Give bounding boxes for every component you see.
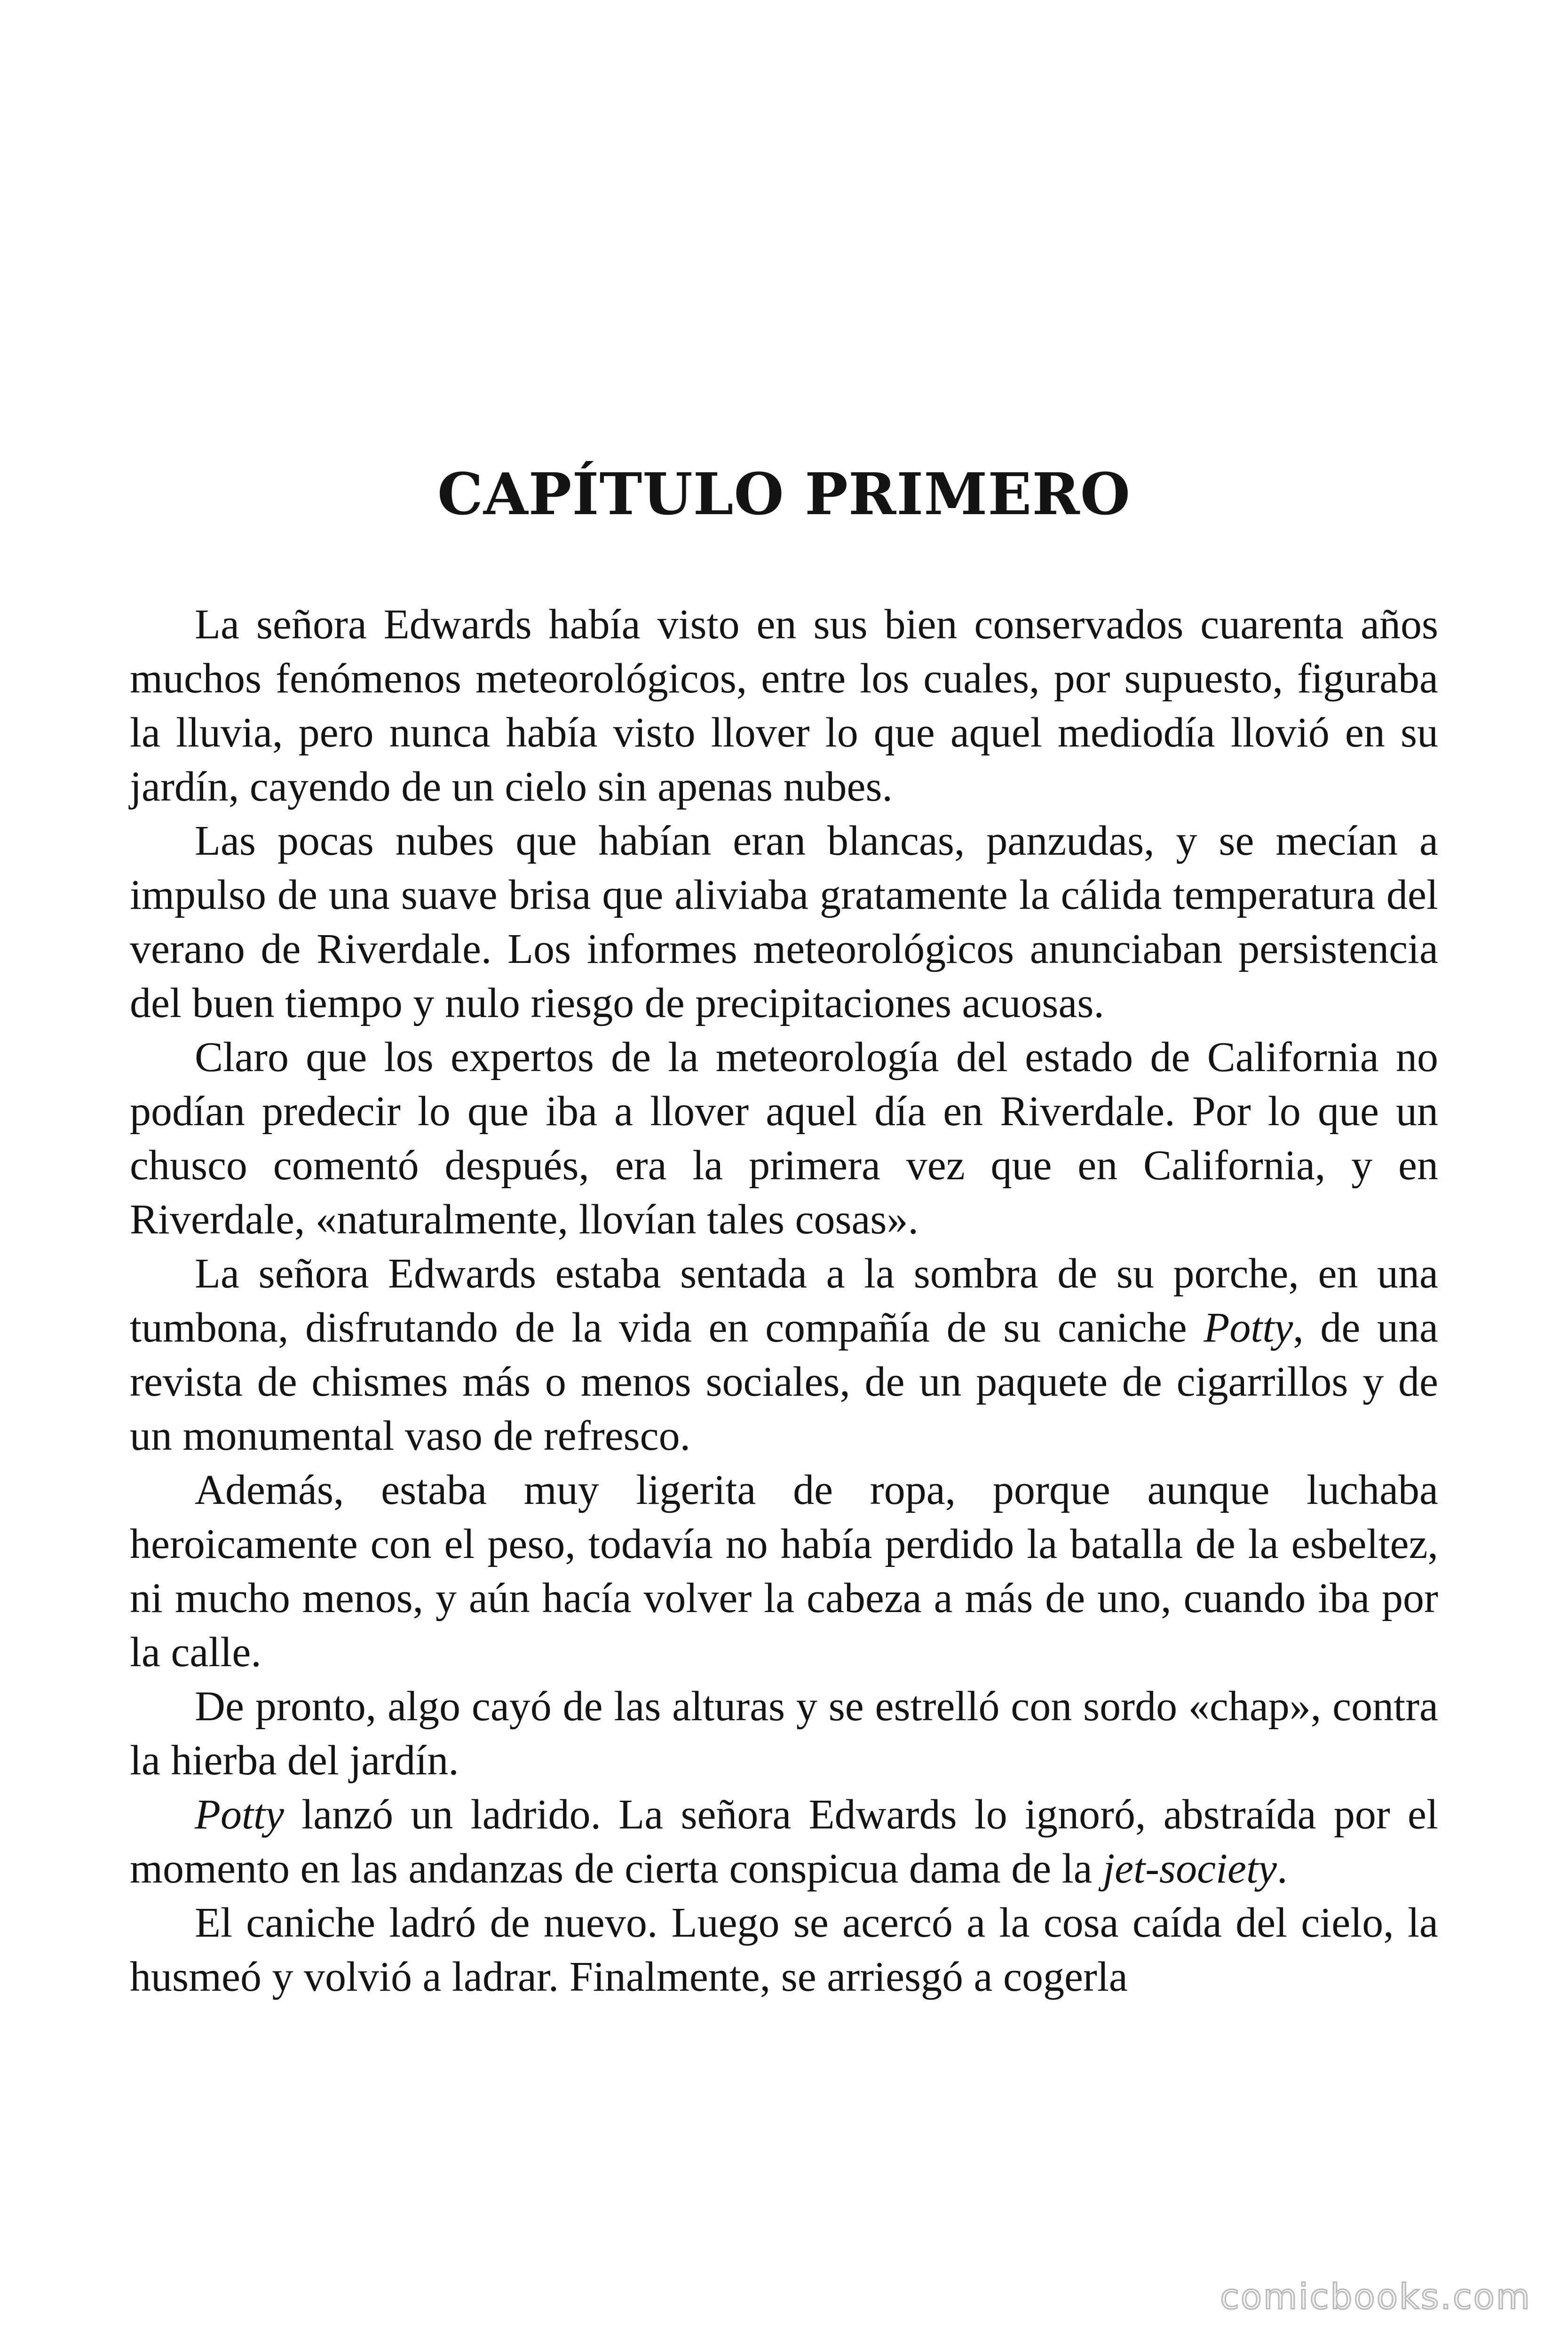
chapter-body [130,597,1438,2004]
paragraph-1-text: La señora Edwards había visto en sus bien conservados cuarenta años muchos fenómenos meteorológicos, entre los cuales, por supuesto, figuraba la lluvia, pero nunca había visto llover lo que aquel mediodía llovió en su jardín, cayendo de un cielo sin apenas nubes. [130,601,1438,810]
dog-name-italic: Potty [195,1791,284,1838]
dog-name-italic: Potty [1204,1304,1293,1351]
paragraph-2-text: Las pocas nubes que habían eran blancas, panzudas, y se mecían a impulso de una suave brisa que aliviaba gratamente la cálida temperatura del verano de Riverdale. Los informes meteorológicos anunciaban persistencia del buen tiempo y nulo riesgo de precipitaciones acuosas. [130,818,1438,1026]
paragraph-2 [130,814,1438,1030]
paragraph-7 [130,1788,1438,1896]
chapter-title: CAPÍTULO PRIMERO [437,460,1131,528]
paragraph-1 [130,597,1438,814]
jet-society-italic: jet-society [1103,1845,1277,1892]
paragraph-7-text-end: . [1276,1845,1288,1892]
paragraph-7-text-middle: lanzó un ladrido. La señora Edwards lo ignoró, abstraída por el momento en las andanzas de cierta conspicua dama de la [130,1791,1438,1892]
paragraph-6 [130,1679,1438,1788]
paragraph-5 [130,1463,1438,1679]
paragraph-6-text: De pronto, algo cayó de las alturas y se estrelló con sordo «chap», contra la hierba del jardín. [130,1683,1438,1784]
paragraph-3 [130,1030,1438,1247]
paragraph-4-text-before: La señora Edwards estaba sentada a la sombra de su porche, en una tumbona, disfrutando de la vida en compañía de su caniche [130,1250,1438,1351]
paragraph-5-text: Además, estaba muy ligerita de ropa, porque aunque luchaba heroicamente con el peso, todavía no había perdido la batalla de la esbeltez, ni mucho menos, y aún hacía volver la cabeza a más de uno, cuando iba por la calle. [130,1467,1438,1676]
watermark-logo: comicbooks.com [1220,2277,1531,2317]
paragraph-4 [130,1247,1438,1463]
paragraph-8-text: El caniche ladró de nuevo. Luego se acercó a la cosa caída del cielo, la husmeó y volvió a ladrar. Finalmente, se arriesgó a cogerla [130,1899,1438,2000]
paragraph-3-text: Claro que los expertos de la meteorología del estado de California no podían predecir lo que iba a llover aquel día en Riverdale. Por lo que un chusco comentó después, era la primera vez que en California, y en Riverdale, «naturalmente, llovían tales cosas». [130,1034,1438,1243]
paragraph-8 [130,1896,1438,2004]
paragraph-4-text-after: , de una revista de chismes más o menos sociales, de un paquete de cigarrillos y de un monumental vaso de refresco. [130,1304,1438,1459]
